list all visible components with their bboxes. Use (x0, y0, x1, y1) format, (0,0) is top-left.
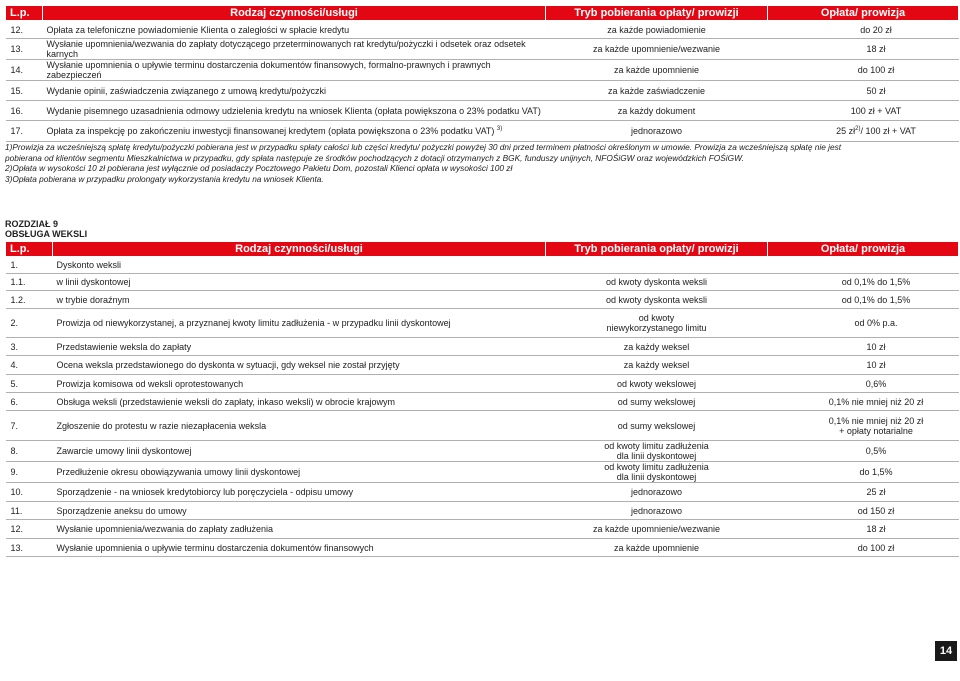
row-description: w linii dyskontowej (53, 274, 546, 291)
row-mode: od kwoty niewykorzystanego limitu (546, 309, 768, 338)
row-description: Prowizja od niewykorzystanej, a przyznanej kwoty limitu zadłużenia - w przypadku linii dyskontowej (53, 309, 546, 338)
footnotes (5, 142, 955, 184)
row-mode: od kwoty dyskonta weksli (546, 291, 768, 309)
row-mode: od kwoty limitu zadłużenia dla linii dyskontowej (546, 462, 768, 483)
table-row (6, 309, 959, 338)
row-mode: od sumy wekslowej (546, 411, 768, 441)
row-description: Sporządzenie - na wniosek kredytobiorcy lub poręczyciela - odpisu umowy (53, 483, 546, 502)
row-lp: 7. (6, 411, 53, 441)
table-header-row (6, 242, 959, 257)
table-row (6, 60, 959, 81)
row-fee: od 0% p.a. (768, 309, 959, 338)
header-lp: L.p. (6, 6, 43, 21)
row-fee: 25 zł (768, 483, 959, 502)
row-description: Wydanie pisemnego uzasadnienia odmowy udzielenia kredytu na wniosek Klienta (opłata powiększona o 23% podatku VAT) (43, 101, 546, 121)
row-mode: jednorazowo (546, 483, 768, 502)
row-description: Wysłanie upomnienia/wezwania do zapłaty dotyczącego przeterminowanych rat kredytu/pożyczki i odsetek oraz odsetek karnych (43, 39, 546, 60)
row-mode: od sumy wekslowej (546, 393, 768, 411)
row-lp: 12. (6, 520, 53, 539)
row-description: Wysłanie upomnienia/wezwania do zapłaty zadłużenia (53, 520, 546, 539)
row-fee: od 0,1% do 1,5% (768, 274, 959, 291)
row-mode: jednorazowo (546, 502, 768, 520)
row-description: Sporządzenie aneksu do umowy (53, 502, 546, 520)
row-mode: za każde upomnienie/wezwanie (546, 39, 768, 60)
row-lp: 1. (6, 257, 53, 274)
row-lp: 13. (6, 39, 43, 60)
row-fee: 10 zł (768, 356, 959, 375)
table-row (6, 462, 959, 483)
header-service: Rodzaj czynności/usługi (43, 6, 546, 21)
page-number: 14 (935, 641, 957, 661)
row-mode: za każde zaświadczenie (546, 81, 768, 101)
row-description: Przedłużenie okresu obowiązywania umowy linii dyskontowej (53, 462, 546, 483)
row-mode: od kwoty dyskonta weksli (546, 274, 768, 291)
row-lp: 9. (6, 462, 53, 483)
row-fee: 18 zł (768, 520, 959, 539)
row-fee: od 150 zł (768, 502, 959, 520)
row-lp: 17. (6, 121, 43, 142)
row-mode: za każde upomnienie (546, 60, 768, 81)
row-fee: do 100 zł (768, 60, 959, 81)
row-description: w trybie doraźnym (53, 291, 546, 309)
row-description: Zawarcie umowy linii dyskontowej (53, 441, 546, 462)
row-fee: 50 zł (768, 81, 959, 101)
row-description: Przedstawienie weksla do zapłaty (53, 338, 546, 356)
row-mode: za każde powiadomienie (546, 21, 768, 39)
header-fee: Opłata/ prowizja (768, 6, 959, 21)
table-row (6, 375, 959, 393)
header-lp: L.p. (6, 242, 53, 257)
table-row (6, 121, 959, 142)
header-mode: Tryb pobierania opłaty/ prowizji (546, 6, 768, 21)
row-fee: od 0,1% do 1,5% (768, 291, 959, 309)
fee-table-bills (5, 241, 959, 557)
table-row (6, 39, 959, 60)
row-lp: 1.2. (6, 291, 53, 309)
table-row (6, 101, 959, 121)
row-fee: 0,1% nie mniej niż 20 zł (768, 393, 959, 411)
section-heading (5, 219, 87, 239)
row-fee: 10 zł (768, 338, 959, 356)
row-lp: 1.1. (6, 274, 53, 291)
row-lp: 8. (6, 441, 53, 462)
row-mode (546, 257, 768, 274)
row-lp: 14. (6, 60, 43, 81)
table-row (6, 483, 959, 502)
row-fee: do 100 zł (768, 539, 959, 557)
row-mode: za każdy weksel (546, 356, 768, 375)
row-lp: 13. (6, 539, 53, 557)
row-description: Ocena weksla przedstawionego do dyskonta w sytuacji, gdy weksel nie został przyjęty (53, 356, 546, 375)
row-fee: 0,1% nie mniej niż 20 zł + opłaty notarialne (768, 411, 959, 441)
row-description: Wysłanie upomnienia o upływie terminu dostarczenia dokumentów finansowych (53, 539, 546, 557)
row-fee: 18 zł (768, 39, 959, 60)
row-fee: 0,6% (768, 375, 959, 393)
table-row (6, 393, 959, 411)
row-fee: 0,5% (768, 441, 959, 462)
header-mode: Tryb pobierania opłaty/ prowizji (546, 242, 768, 257)
row-fee: do 1,5% (768, 462, 959, 483)
row-mode: za każdy dokument (546, 101, 768, 121)
row-mode: od kwoty limitu zadłużenia dla linii dyskontowej (546, 441, 768, 462)
row-lp: 4. (6, 356, 53, 375)
row-mode: za każde upomnienie (546, 539, 768, 557)
row-lp: 5. (6, 375, 53, 393)
row-fee (768, 257, 959, 274)
header-service: Rodzaj czynności/usługi (53, 242, 546, 257)
header-fee: Opłata/ prowizja (768, 242, 959, 257)
footnote-3: 3)Opłata pobierana w przypadku prolongaty wykorzystania kredytu na wniosek Klienta. (5, 173, 324, 184)
table-row (6, 257, 959, 274)
row-description: Prowizja komisowa od weksli oprotestowanych (53, 375, 546, 393)
table-row (6, 81, 959, 101)
table-row (6, 411, 959, 441)
row-lp: 16. (6, 101, 43, 121)
row-lp: 12. (6, 21, 43, 39)
row-description: Wysłanie upomnienia o upływie terminu dostarczenia dokumentów finansowych, formalno-prawnych i prawnych zabezpieczeń (43, 60, 546, 81)
table-row (6, 21, 959, 39)
row-lp: 2. (6, 309, 53, 338)
row-fee: do 20 zł (768, 21, 959, 39)
row-lp: 6. (6, 393, 53, 411)
table-row (6, 520, 959, 539)
section-title: OBSŁUGA WEKSLI (5, 229, 88, 239)
row-description: Opłata za telefoniczne powiadomienie Klienta o zaległości w spłacie kredytu (43, 21, 546, 39)
row-mode: za każde upomnienie/wezwanie (546, 520, 768, 539)
row-lp: 3. (6, 338, 53, 356)
footnote-1-cont: pobierana od klientów segmentu Mieszkalnictwa w przypadku, gdy spłata następuje ze środków pochodzących z dotacji otrzymanych z BGK, funduszy unijnych, NFOŚiGW oraz wojewódzkich FOŚiGW. (5, 152, 744, 163)
row-lp: 11. (6, 502, 53, 520)
fee-table-continued (5, 5, 959, 142)
row-description: Opłata za inspekcję po zakończeniu inwestycji finansowanej kredytem (opłata powiększona o 23% podatku VAT) $^{3)}$ (43, 121, 546, 142)
table-header-row (6, 6, 959, 21)
row-fee: 25 $zł^{2)}/$ 100 zł + VAT (768, 121, 959, 142)
row-lp: 10. (6, 483, 53, 502)
row-description: Wydanie opinii, zaświadczenia związanego z umową kredytu/pożyczki (43, 81, 546, 101)
row-mode: jednorazowo (546, 121, 768, 142)
row-description: Obsługa weksli (przedstawienie weksli do zapłaty, inkaso weksli) w obrocie krajowym (53, 393, 546, 411)
table-row (6, 539, 959, 557)
table-row (6, 291, 959, 309)
table-row (6, 274, 959, 291)
row-mode: od kwoty wekslowej (546, 375, 768, 393)
table-row (6, 441, 959, 462)
row-description: Dyskonto weksli (53, 257, 546, 274)
table-row (6, 338, 959, 356)
row-fee: 100 zł + VAT (768, 101, 959, 121)
table-row (6, 502, 959, 520)
section-number: ROZDZIAŁ 9 (5, 219, 58, 229)
footnote-2: 2)Opłata w wysokości 10 zł pobierana jest wyłącznie od posiadaczy Pocztowego Pakietu Dom, pozostali Klienci opłata w wysokości 100 zł (5, 163, 513, 173)
row-mode: za każdy weksel (546, 338, 768, 356)
footnote-1: 1)Prowizja za wcześniejszą spłatę kredytu/pożyczki pobierana jest w przypadku spłaty całości lub części kredytu/ pożyczki powyżej 30 dni przed terminem płatności określonym w umowie. Prowizja za wcześniejszą spłatę nie jest (5, 142, 842, 152)
row-description: Zgłoszenie do protestu w razie niezapłacenia weksla (53, 411, 546, 441)
row-lp: 15. (6, 81, 43, 101)
table-row (6, 356, 959, 375)
